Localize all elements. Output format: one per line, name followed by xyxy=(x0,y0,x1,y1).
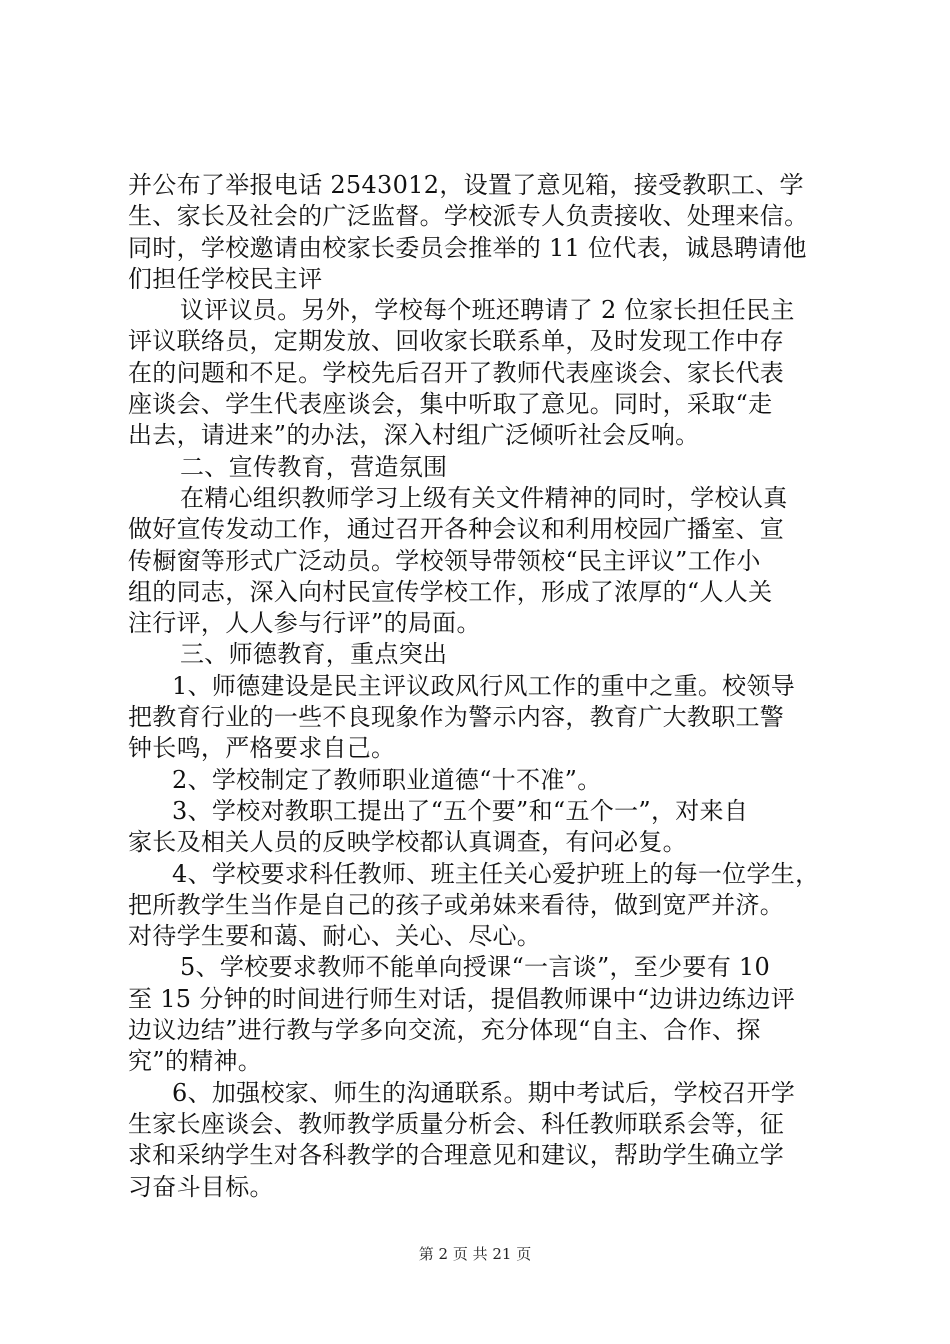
paragraph-start: 2、学校制定了教师职业道德“十不准”。 xyxy=(172,765,602,794)
text-line: 家长及相关人员的反映学校都认真调查，有问必复。 xyxy=(128,828,687,857)
text-line: 座谈会、学生代表座谈会，集中听取了意见。同时，采取“走 xyxy=(128,390,773,419)
paragraph-start: 6、加强校家、师生的沟通联系。期中考试后，学校召开学 xyxy=(172,1078,796,1107)
text-line: 究”的精神。 xyxy=(128,1047,263,1076)
text-line: 们担任学校民主评 xyxy=(128,264,323,293)
text-line: 边议边结”进行教与学多向交流，充分体现“自主、合作、探 xyxy=(128,1016,761,1045)
paragraph-start: 3、学校对教职工提出了“五个要”和“五个一”，对来自 xyxy=(172,796,749,825)
text-line: 求和采纳学生对各科教学的合理意见和建议，帮助学生确立学 xyxy=(128,1141,785,1170)
text-line: 出去，请进来”的办法，深入村组广泛倾听社会反响。 xyxy=(128,421,700,450)
document-body xyxy=(128,170,832,1203)
paragraph-start: 5、学校要求教师不能单向授课“一言谈”，至少要有 10 xyxy=(180,953,771,982)
text-line: 并公布了举报电话 2543012，设置了意见箱，接受教职工、学 xyxy=(128,171,804,199)
text-line: 传橱窗等形式广泛动员。学校领导带领校“民主评议”工作小 xyxy=(128,546,761,575)
text-line: 生家长座谈会、教师教学质量分析会、科任教师联系会等，征 xyxy=(128,1109,785,1138)
paragraph-start: 4、学校要求科任教师、班主任关心爱护班上的每一位学生， xyxy=(172,859,820,888)
page-footer: 第 2 页 共 21 页 xyxy=(418,1245,532,1263)
text-line: 评议联络员，定期发放、回收家长联系单，及时发现工作中存 xyxy=(128,327,785,356)
section-heading: 三、师德教育，重点突出 xyxy=(180,640,448,669)
text-line: 同时，学校邀请由校家长委员会推举的 11 位代表，诚恳聘请他 xyxy=(128,233,807,262)
section-heading: 二、宣传教育，营造氛围 xyxy=(180,452,448,481)
text-line: 对待学生要和蔼、耐心、关心、尽心。 xyxy=(128,922,542,951)
text-line: 注行评，人人参与行评”的局面。 xyxy=(128,609,481,638)
text-line: 至 15 分钟的时间进行师生对话，提倡教师课中“边讲边练边评 xyxy=(128,984,796,1013)
text-line: 在的问题和不足。学校先后召开了教师代表座谈会、家长代表 xyxy=(128,358,785,387)
text-line: 把所教学生当作是自己的孩子或弟妹来看待，做到宽严并济。 xyxy=(128,890,785,919)
paragraph-start: 在精心组织教师学习上级有关文件精神的同时，学校认真 xyxy=(180,483,788,512)
text-line: 生、家长及社会的广泛监督。学校派专人负责接收、处理来信。 xyxy=(128,202,809,231)
text-line: 组的同志，深入向村民宣传学校工作，形成了浓厚的“人人关 xyxy=(128,577,773,606)
paragraph-start: 1、师德建设是民主评议政风行风工作的重中之重。校领导 xyxy=(172,671,796,700)
text-line: 钟长鸣，严格要求自己。 xyxy=(128,734,396,763)
text-line: 把教育行业的一些不良现象作为警示内容，教育广大教职工警 xyxy=(128,703,785,732)
text-line: 习奋斗目标。 xyxy=(128,1172,274,1201)
text-line: 做好宣传发动工作，通过召开各种会议和利用校园广播室、宣 xyxy=(128,515,785,544)
paragraph-start: 议评议员。另外，学校每个班还聘请了 2 位家长担任民主 xyxy=(180,296,795,325)
